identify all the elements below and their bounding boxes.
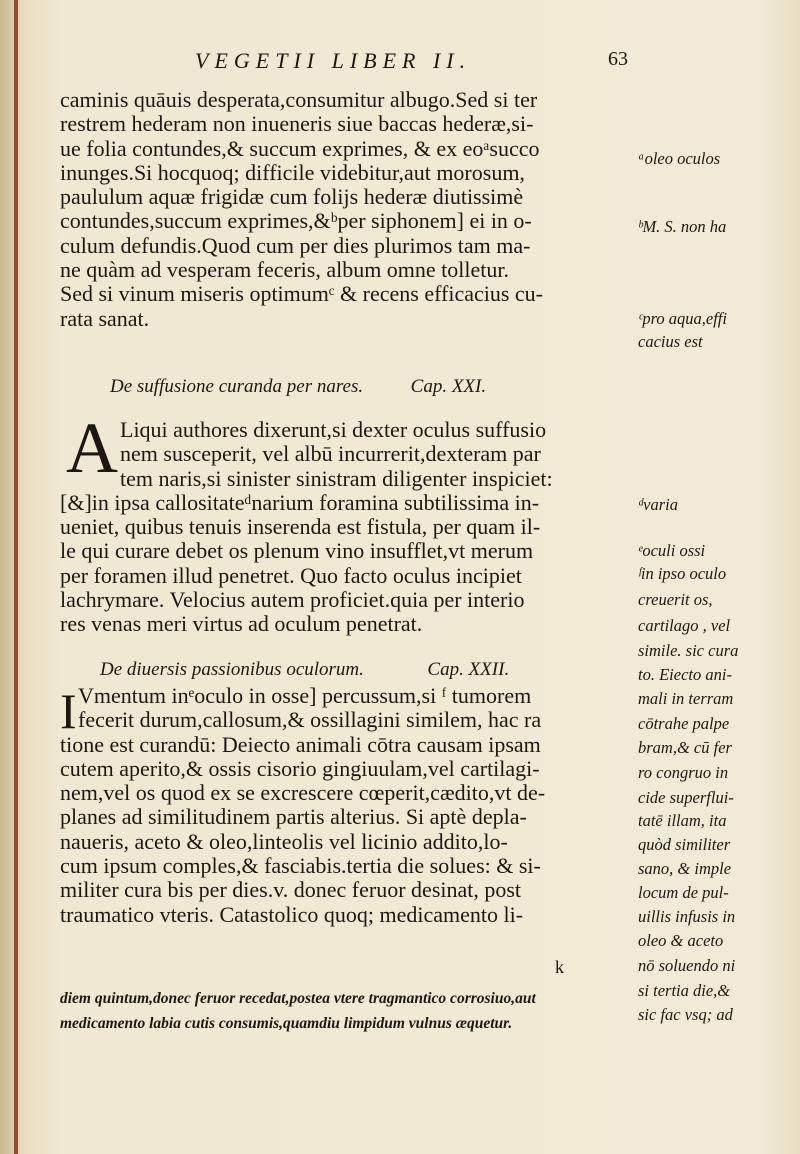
text-line: caminis quāuis desperata,consumitur albugo.Sed si ter <box>60 88 538 112</box>
margin-note: ᵉoculi ossi <box>638 541 706 560</box>
text-line: lachrymare. Velocius autem proficiet.quia per interio <box>60 587 525 613</box>
margin-note: tatē illam, ita <box>638 811 727 830</box>
margin-note: ᵈvaria <box>638 495 678 514</box>
margin-notes <box>638 0 798 1154</box>
margin-note: locum de pul- <box>638 883 729 902</box>
chapter-21-title: De suffusione curanda per nares. <box>110 376 364 397</box>
chapter-21-heading <box>110 376 486 398</box>
chapter-21-number: Cap. XXI. <box>410 376 487 397</box>
margin-note: cide superflui- <box>638 788 734 807</box>
margin-note: sano, & imple <box>638 859 732 878</box>
text-block-1 <box>60 88 635 331</box>
text-line: [&]in ipsa callositateᵈnarium foramina subtilissima in- <box>60 489 540 515</box>
signature-mark: k <box>555 957 564 977</box>
text-line: culum defundis.Quod cum per dies plurimos tam ma- <box>60 232 531 258</box>
running-title: VEGETII LIBER II. <box>195 48 472 73</box>
margin-note: ᵇM. S. non ha <box>638 217 727 236</box>
margin-note: sic fac vsq; ad <box>638 1005 733 1024</box>
chapter-22-number: Cap. XXII. <box>427 659 510 680</box>
text-line: le qui curare debet os plenum vino insufflet,vt merum <box>60 538 534 564</box>
text-line: inunges.Si hocquoq; difficile videbitur,aut morosum, <box>60 159 525 185</box>
drop-cap-i: I <box>60 683 77 739</box>
text-line: paululum aquæ frigidæ cum folijs hederæ diutissimè <box>60 184 524 210</box>
text-line: rata sanat. <box>60 305 150 331</box>
margin-note: simile. sic cura <box>638 641 739 660</box>
margin-note: oleo & aceto <box>638 931 724 950</box>
text-line: Liqui authores dixerunt,si dexter oculus suffusio <box>120 418 547 442</box>
margin-note: nō soluendo ni <box>638 956 736 975</box>
margin-note: quòd similiter <box>638 835 731 854</box>
text-line: res venas meri virtus ad oculum penetrat. <box>60 611 423 637</box>
chapter-22-text <box>60 684 635 927</box>
margin-note: cacius est <box>638 332 703 351</box>
text-line: tione est curandū: Deiecto animali cōtra causam ipsam <box>60 731 541 757</box>
text-line: tem naris,si sinister sinistram diligenter inspiciet: <box>120 465 553 491</box>
margin-note: uillis infusis in <box>638 907 736 926</box>
margin-note: mali in terram <box>638 689 734 708</box>
margin-note: creuerit os, <box>638 590 713 609</box>
chapter-22-title: De diuersis passionibus oculorum. <box>100 659 364 680</box>
margin-note: ro congruo in <box>638 763 729 782</box>
chapter-21-text <box>60 418 635 637</box>
margin-note: si tertia die,& <box>638 981 731 1000</box>
footer-line: diem quintum,donec feruor recedat,postea vtere tragmantico corrosiuo,aut <box>60 990 536 1007</box>
text-line: Vmentum inᵉoculo in osse] percussum,si ᶠ tumorem <box>78 684 532 708</box>
text-line: planes ad similitudinem partis alterius. Si aptè depla- <box>60 804 527 830</box>
margin-note: ᶜpro aqua,effi <box>638 309 727 328</box>
text-line: naueris, aceto & oleo,linteolis vel licinio addito,lo- <box>60 828 508 854</box>
page-edge-line <box>14 0 18 1154</box>
chapter-22-heading <box>100 659 509 681</box>
text-line: ue folia contundes,& succum exprimes, & ex eoᵃsucco <box>60 135 540 161</box>
margin-note: to. Eiecto ani- <box>638 665 732 684</box>
text-line: traumatico vteris. Catastolico quoq; medicamento li- <box>60 901 524 927</box>
footer-line: medicamento labia cutis consumis,quamdiu limpidum vulnus æquetur. <box>60 1015 513 1032</box>
page-number: 63 <box>608 48 628 70</box>
text-line: restrem hederam non inueneris siue baccas hederæ,si- <box>60 111 534 137</box>
text-line: militer cura bis per dies.v. donec feruor desinat, post <box>60 877 522 903</box>
text-line: nem,vel os quod ex se excrescere cœperit,cædito,vt de- <box>60 780 546 806</box>
margin-note: cartilago , vel <box>638 616 731 635</box>
margin-note: cōtrahe palpe <box>638 714 730 733</box>
margin-note: ᵃoleo oculos <box>638 149 721 168</box>
text-line: cum ipsum comples,& fasciabis.tertia die solues: & si- <box>60 853 541 879</box>
text-line: ne quàm ad vesperam feceris, album omne tolletur. <box>60 257 510 283</box>
text-line: Sed si vinum miseris optimumᶜ & recens efficacius cu- <box>60 281 544 307</box>
text-line: contundes,succum exprimes,&ᵇper siphonem] ei in o- <box>60 208 532 234</box>
text-line: fecerit durum,callosum,& ossillagini similem, hac ra <box>78 707 542 733</box>
text-line: nem susceperit, vel albū incurrerit,dexteram par <box>120 441 541 467</box>
text-line: per foramen illud penetret. Quo facto oculus incipiet <box>60 562 522 588</box>
margin-note: bram,& cū fer <box>638 738 732 757</box>
text-line: ueniet, quibus tenuis inserenda est fistula, per quam il- <box>60 514 541 540</box>
margin-note: ᶠin ipso oculo <box>638 564 727 583</box>
drop-cap-a: A <box>66 408 118 488</box>
text-line: cutem aperito,& ossis cisorio gingiuulam,vel cartilagi- <box>60 755 540 781</box>
